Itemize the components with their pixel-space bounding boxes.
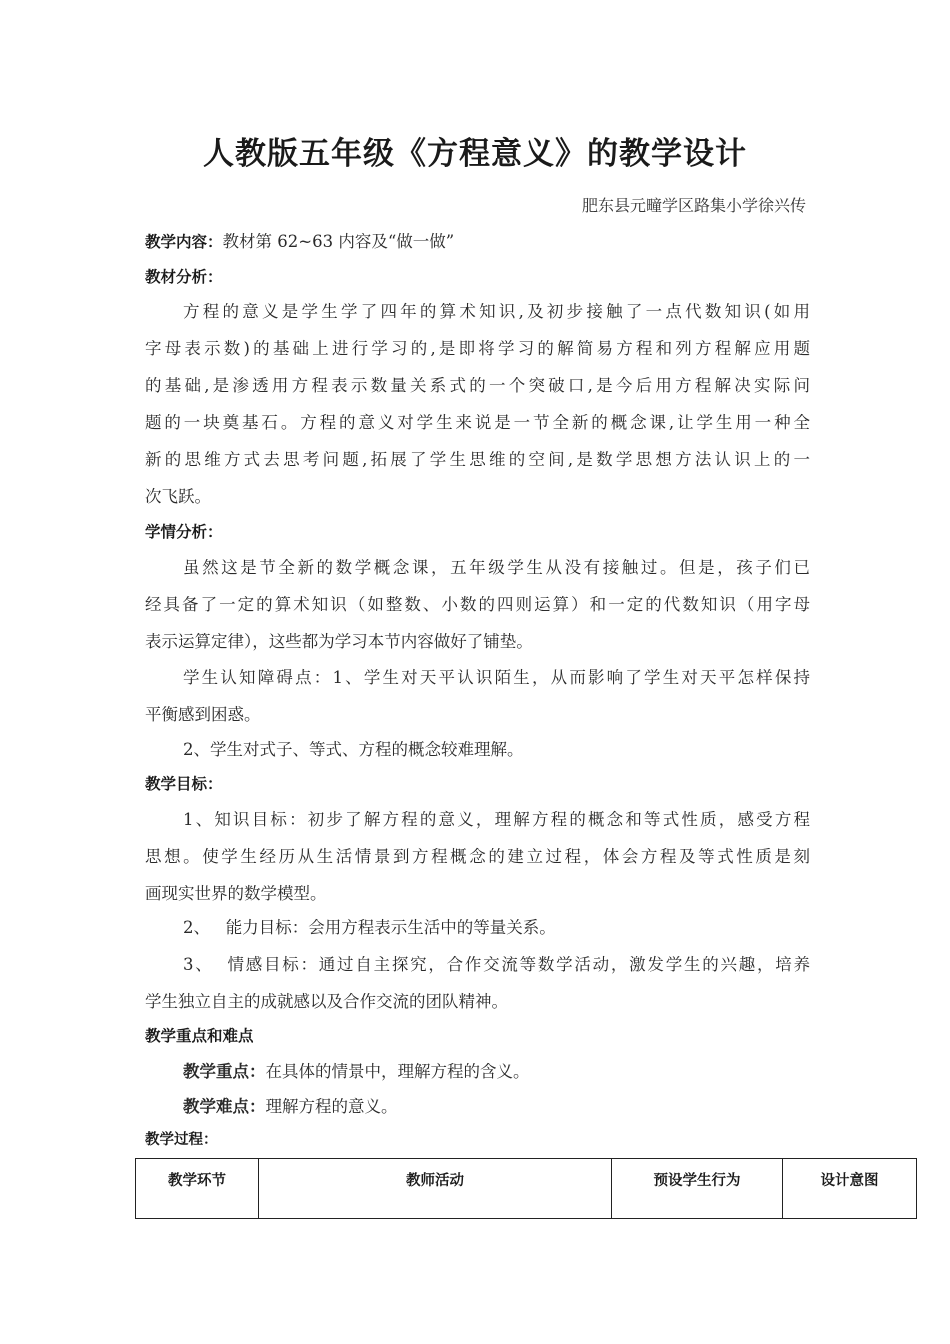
process-table <box>135 1158 917 1219</box>
column-header: 预设学生行为 <box>612 1159 783 1219</box>
focus-line <box>183 1058 810 1082</box>
material-analysis-line: 的基础,是渗透用方程表示数量关系式的一个突破口,是今后用方程解决实际问 <box>145 376 810 395</box>
column-header: 教学环节 <box>136 1159 259 1219</box>
difficulty-text: 理解方程的意义。 <box>265 1097 398 1116</box>
goal-line: 1、知识目标：初步了解方程的意义，理解方程的概念和等式性质，感受方程 <box>183 810 810 829</box>
goal-line: 2、 能力目标：会用方程表示生活中的等量关系。 <box>183 918 556 937</box>
student-analysis-heading: 学情分析： <box>145 523 223 541</box>
goal-line: 学生独立自主的成就感以及合作交流的团队精神。 <box>145 992 508 1011</box>
student-analysis-line: 虽然这是节全新的数学概念课，五年级学生从没有接触过。但是，孩子们已 <box>183 558 810 577</box>
key-points-heading: 教学重点和难点 <box>145 1027 254 1045</box>
goals-heading: 教学目标： <box>145 775 223 793</box>
table-header-row <box>136 1159 917 1219</box>
material-analysis-line: 新的思维方式去思考问题,拓展了学生思维的空间,是数学思想方法认识上的一 <box>145 450 810 469</box>
difficulty-label: 教学难点： <box>183 1097 266 1116</box>
student-obstacle-line: 平衡感到困惑。 <box>145 705 261 724</box>
goal-line: 思想。使学生经历从生活情景到方程概念的建立过程，体会方程及等式性质是刻 <box>145 847 810 866</box>
column-header: 教师活动 <box>259 1159 612 1219</box>
student-obstacle-line: 学生认知障碍点：1、学生对天平认识陌生，从而影响了学生对天平怎样保持 <box>183 668 810 687</box>
material-analysis-line: 字母表示数)的基础上进行学习的,是即将学习的解简易方程和列方程解应用题 <box>145 339 810 358</box>
column-header: 设计意图 <box>783 1159 917 1219</box>
material-analysis-heading: 教材分析： <box>145 268 223 286</box>
material-analysis-line: 次飞跃。 <box>145 487 211 506</box>
process-heading: 教学过程： <box>145 1132 218 1148</box>
material-analysis-line: 方程的意义是学生学了四年的算术知识,及初步接触了一点代数知识(如用 <box>183 302 810 321</box>
student-obstacle-line: 2、学生对式子、等式、方程的概念较难理解。 <box>183 740 524 759</box>
focus-text: 在具体的情景中，理解方程的含义。 <box>265 1062 530 1081</box>
content-line <box>145 228 810 252</box>
author-line: 肥东县元疃学区路集小学徐兴传 <box>581 196 806 215</box>
focus-label: 教学重点： <box>183 1062 266 1081</box>
material-analysis-line: 题的一块奠基石。方程的意义对学生来说是一节全新的概念课,让学生用一种全 <box>145 413 810 432</box>
page-title: 人教版五年级《方程意义》的教学设计 <box>203 136 747 172</box>
goal-line: 3、 情感目标：通过自主探究，合作交流等数学活动，激发学生的兴趣，培养 <box>183 955 810 974</box>
student-analysis-line: 经具备了一定的算术知识（如整数、小数的四则运算）和一定的代数知识（用字母 <box>145 595 810 614</box>
difficulty-line <box>183 1093 810 1117</box>
content-text: 教材第 62~63 内容及“做一做” <box>222 232 455 251</box>
goal-line: 画现实世界的数学模型。 <box>145 884 327 903</box>
student-analysis-line: 表示运算定律），这些都为学习本节内容做好了铺垫。 <box>145 632 533 651</box>
content-label: 教学内容： <box>145 233 223 251</box>
